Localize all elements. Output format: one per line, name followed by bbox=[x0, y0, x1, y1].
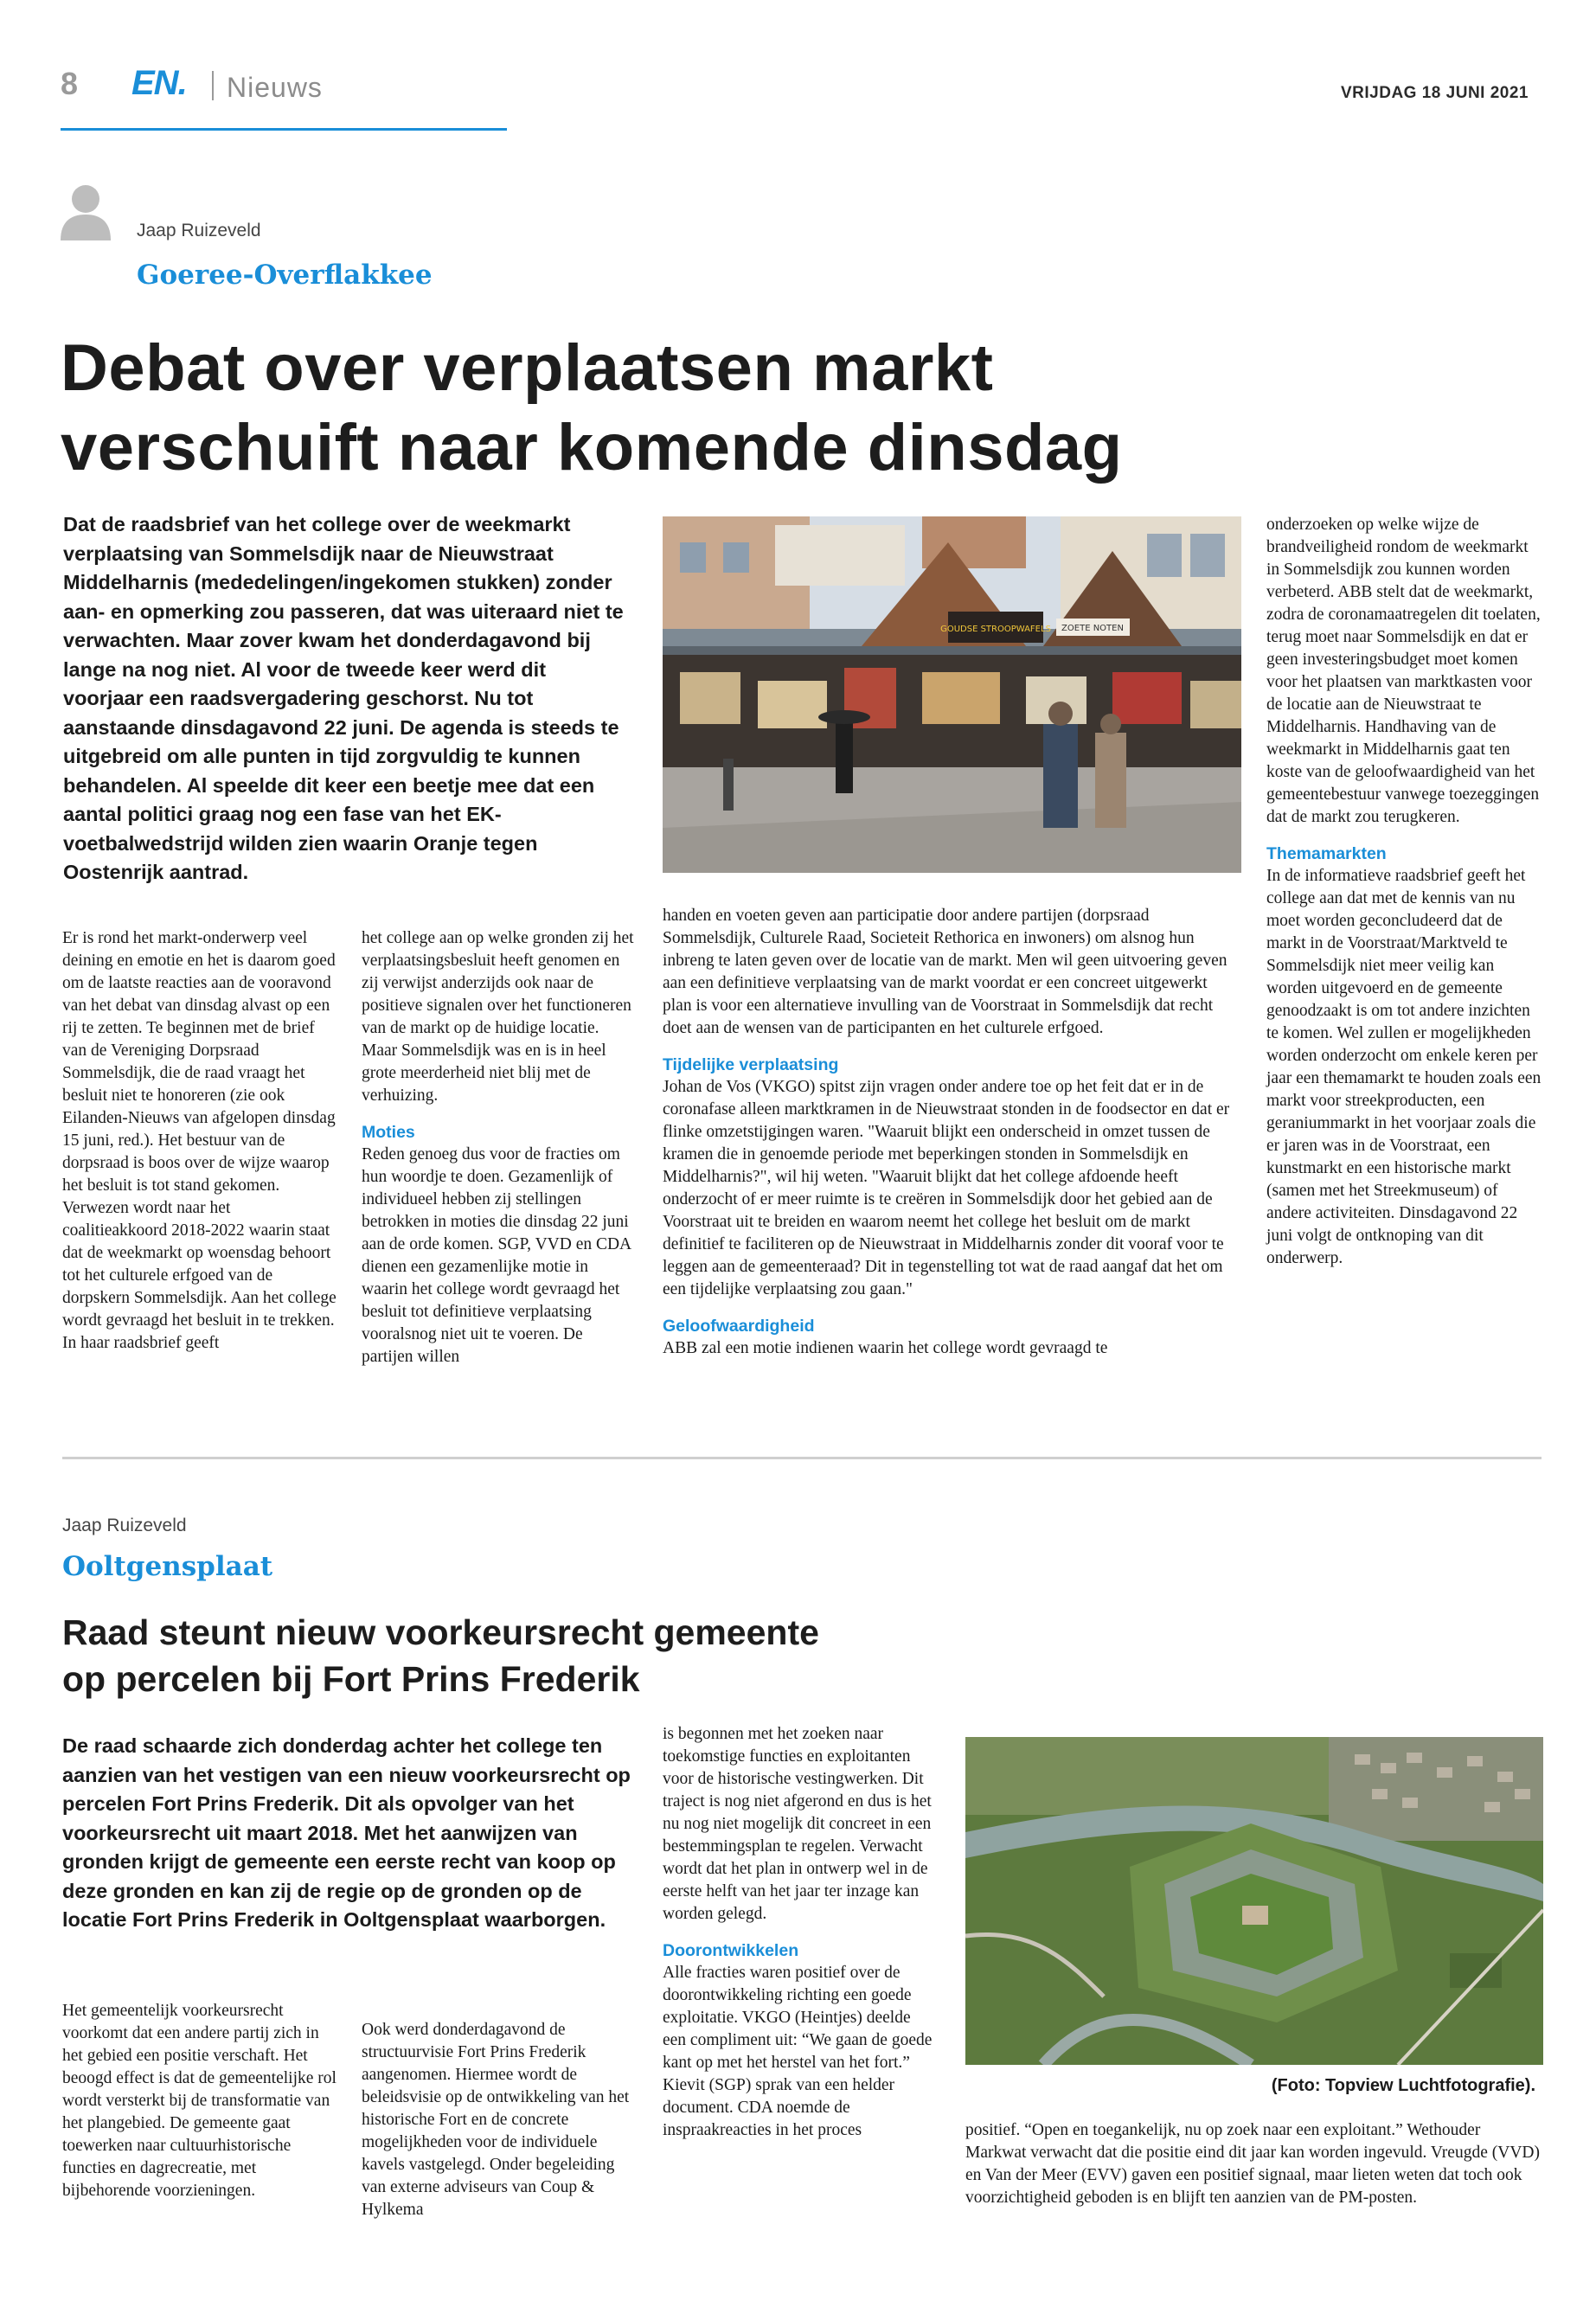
subhead-themamarkten: Themamarkten bbox=[1266, 844, 1387, 863]
subhead-doorontwikkelen: Doorontwikkelen bbox=[663, 1941, 799, 1960]
article-divider bbox=[62, 1457, 1542, 1459]
article2-byline: Jaap Ruizeveld bbox=[62, 1516, 187, 1535]
article2-headline bbox=[62, 1609, 1014, 1702]
section-label: Nieuws bbox=[227, 72, 323, 103]
subhead-tijdelijke-verplaatsing: Tijdelijke verplaatsing bbox=[663, 1055, 839, 1074]
subhead-geloofwaardigheid: Geloofwaardigheid bbox=[663, 1317, 815, 1336]
article1-col4-paragraph2: In de informatieve raadsbrief geeft het college aan dat met de kennis van nu moet worden geconcludeerd dat de markt in de Voorstraat/Marktveld te Sommelsdijk niet meer veilig kan worden uitgevoerd en de gemeente genoodzaakt is om tot andere inzichten te komen. Wel zullen er mogelijkheden worden onderzocht om enkele keren per jaar een themamarkt te houden zoals een markt voor streekproducten, een geraniummarkt in het voorjaar zoals die er jaren was in de Voorstraat, een kunstmarkt en een historische markt (samen met het Streekmuseum) of andere activiteiten. Dinsdagavond 22 juni volgt de ontknoping van dit onderwerp. bbox=[1266, 867, 1542, 1267]
issue-date: VRIJDAG 18 JUNI 2021 bbox=[1341, 84, 1529, 102]
article2-col2-paragraph: Ook werd donderdagavond de structuurvisie Fort Prins Frederik aangenomen. Hiermee wordt de beleidsvisie op de ontwikkeling van het historische Fort en de concrete mogelijkheden voor de individuele kavels vastgelegd. Onder begeleiding van externe adviseurs van Coup & Hylkema bbox=[362, 2021, 630, 2219]
article1-column3 bbox=[663, 905, 1240, 1360]
article2-col1-paragraph: Het gemeentelijk voorkeursrecht voorkomt dat een andere partij zich in het gebied een positie verschaft. Het beoogd effect is dat de gemeentelijke rol wordt versterkt bij de transformatie van het plangebied. De gemeente gaat toewerken naar cultuurhistorische functies en dagrecreatie, met bijbehorende voorzieningen. bbox=[62, 2002, 337, 2200]
article2-headline-line1: Raad steunt nieuw voorkeursrecht gemeente bbox=[62, 1612, 819, 1652]
header-rule bbox=[61, 128, 507, 131]
article1-col3-paragraph3: ABB zal een motie indienen waarin het college wordt gevraagd te bbox=[663, 1339, 1108, 1357]
header-separator bbox=[212, 71, 214, 100]
article1-column1 bbox=[62, 927, 337, 1355]
article1-col2-paragraph2: Reden genoeg dus voor de fracties om hun woordje te doen. Gezamenlijk of individueel hebben zij stellingen betrokken in moties die dinsdag 22 juni aan de orde komen. SGP, VVD en CDA dienen een gezamenlijke motie in waarin het college wordt gevraagd het besluit tot definitieve verplaatsing vooralsnog niet uit te voeren. De partijen willen bbox=[362, 1145, 631, 1366]
article2-column1 bbox=[62, 2000, 337, 2202]
newspaper-logo: EN. bbox=[131, 64, 187, 102]
article2-column3 bbox=[663, 1723, 938, 2142]
article2-column2 bbox=[362, 2019, 637, 2221]
market-photo bbox=[663, 516, 1241, 873]
article1-headline-line2: verschuift naar komende dinsdag bbox=[61, 411, 1123, 484]
article1-intro: Dat de raadsbrief van het college over de weekmarkt verplaatsing van Sommelsdijk naar de Nieuwstraat Middelharnis (mededelingen/ingekomen stukken) zonder aan- en opmerking zou passeren, dat was uiteraard niet te verwachten. Maar zover kwam het donderdagavond bij lange na nog niet. Al voor de tweede keer werd dit voorjaar een raadsvergadering geschorst. Nu tot aanstaande dinsdagavond 22 juni. De agenda is steeds te uitgebreid om alle punten in tijd zorgvuldig te kunnen behandelen. Al speelde dit keer een beetje mee dat een aantal politici graag nog een fase van het EK-voetbalwedstrijd wilden zien waarin Oranje tegen Oostenrijk aantrad. bbox=[63, 513, 624, 883]
photo-caption: (Foto: Topview Luchtfotografie). bbox=[1271, 2076, 1535, 2095]
article1-headline-line1: Debat over verplaatsen markt bbox=[61, 331, 994, 405]
article1-col4-paragraph1: onderzoeken op welke wijze de brandveiligheid rondom de weekmarkt in Sommelsdijk zou kunnen worden verbeterd. ABB stelt dat de weekmarkt, zodra de coronamaatregelen dit toelaten, terug moet naar Sommelsdijk en dat er geen investeringsbudget moet komen voor het plaatsen van marktkasten voor de locatie aan de Nieuwstraat te Middelharnis. Handhaving van de weekmarkt in Middelharnis gaat ten koste van de geloofwaardigheid van het gemeentebestuur vanwege toezeggingen dat de markt zou terugkeren. bbox=[1266, 516, 1541, 826]
article1-column2 bbox=[362, 927, 637, 1368]
subhead-moties: Moties bbox=[362, 1123, 415, 1142]
article1-location: Goeree-Overflakkee bbox=[137, 260, 433, 291]
article1-col3-paragraph2: Johan de Vos (VKGO) spitst zijn vragen onder andere toe op het feit dat er in de coronafase alleen marktkramen in de Nieuwstraat stonden in de foodsector en dat er flinke omzetstijgingen waren. "Waaruit blijkt een onderscheid in omzet tussen de kramen die in genoemde periode met beperkingen stonden in Sommelsdijk en Middelharnis?", wil hij weten. "Waaruit blijkt dat het college afdoende heeft onderzocht of er meer ruimte is te creëren in Sommelsdijk door het gebied aan de Voorstraat uit te breiden en waarom neemt het college het besluit om de markt definitief te faciliteren op de Nieuwstraat in Middelharnis zonder dit vooraf voor te leggen aan de gemeenteraad? Dit in tegenstelling tot wat de raad aangaf dat het om een tijdelijke verplaatsing zou gaan." bbox=[663, 1078, 1230, 1298]
photo-sign-2: ZOETE NOTEN bbox=[1061, 624, 1124, 633]
article2-col4-paragraph: positief. “Open en toegankelijk, nu op zoek naar een exploitant.” Wethouder Markwat verwacht dat die positie eind dit jaar kan worden ingevuld. Vreugde (VVD) en Van der Meer (EVV) gaven een positief signaal, maar lieten weten dat toch ook voorzichtigheid geboden is en blijft ten aanzien van de PM-posten. bbox=[965, 2121, 1540, 2207]
fort-aerial-photo bbox=[965, 1737, 1543, 2065]
article1-col1-paragraph: Er is rond het markt-onderwerp veel deining en emotie en het is daarom goed om de laatste reacties aan de vooravond van het debat van dinsdag alvast op een rij te zetten. Te beginnen met de brief van de Vereniging Dorpsraad Sommelsdijk, die de raad vraagt het besluit niet te honoreren (zie ook Eilanden-Nieuws van afgelopen dinsdag 15 juni, red.). Het bestuur van de dorpsraad is boos over de wijze waarop het besluit is tot stand gekomen. Verwezen wordt naar het coalitieakkoord 2018-2022 waarin staat dat de weekmarkt op woensdag behoort tot het culturele erfgoed van de dorpskern Sommelsdijk. Aan het college wordt gevraagd het besluit in te trekken. In haar raadsbrief geeft bbox=[62, 929, 337, 1352]
article1-column4 bbox=[1266, 514, 1543, 1270]
article1-col2-paragraph1: het college aan op welke gronden zij het verplaatsingsbesluit heeft genomen en zij verwijst anderzijds ook naar de positieve signalen over het functioneren van de markt op de huidige locatie. Maar Sommelsdijk was en is in heel grote meerderheid niet blij met de verhuizing. bbox=[362, 929, 634, 1105]
article1-byline: Jaap Ruizeveld bbox=[137, 221, 261, 240]
article2-headline-line2: op percelen bij Fort Prins Frederik bbox=[62, 1659, 640, 1699]
article2-column4 bbox=[965, 2119, 1543, 2209]
article1-headline bbox=[61, 329, 1531, 488]
article2-col3-paragraph2: Alle fracties waren positief over de doorontwikkeling richting een goede exploitatie. VKGO (Heintjes) deelde een compliment uit: “We gaan de goede kant op met het herstel van het fort.” Kievit (SGP) sprak van een helder document. CDA noemde de inspraakreacties in het proces bbox=[663, 1964, 933, 2139]
page-number: 8 bbox=[61, 66, 79, 101]
article2-intro: De raad schaarde zich donderdag achter het college ten aanzien van het vestigen van een nieuw voorkeursrecht op percelen Fort Prins Frederik. Dit als opvolger van het voorkeursrecht uit maart 2018. Met het aanwijzen van gronden krijgt de gemeente een eerste recht van koop op deze gronden en kan zij de regie op de gronden op de locatie Fort Prins Frederik in Ooltgensplaat waarborgen. bbox=[62, 1734, 631, 1931]
person-silhouette-icon bbox=[61, 183, 111, 240]
photo-sign-1: GOUDSE STROOPWAFELS bbox=[940, 625, 1051, 634]
article2-location: Ooltgensplaat bbox=[62, 1551, 273, 1582]
article1-col3-paragraph1: handen en voeten geven aan participatie door andere partijen (dorpsraad Sommelsdijk, Culturele Raad, Societeit Rethorica en inwoners) om alsnog hun inbreng te laten geven over de locatie van de markt. Men wil geen uitvoering geven aan een definitieve verplaatsing van de markt voordat er een concreet uitgewerkt plan is voor een alternatieve invulling van de Voorstraat in Sommelsdijk dat recht doet aan de wensen van de participanten en het culturele erfgoed. bbox=[663, 907, 1227, 1037]
article2-col3-paragraph1: is begonnen met het zoeken naar toekomstige functies en exploitanten voor de historische vestingwerken. Dit traject is nog niet afgerond en dus is het nu nog niet mogelijk dit concreet in een bestemmingsplan te regelen. Verwacht wordt dat het plan in ontwerp wel in de eerste helft van het jaar ter inzage kan worden gelegd. bbox=[663, 1725, 932, 1923]
